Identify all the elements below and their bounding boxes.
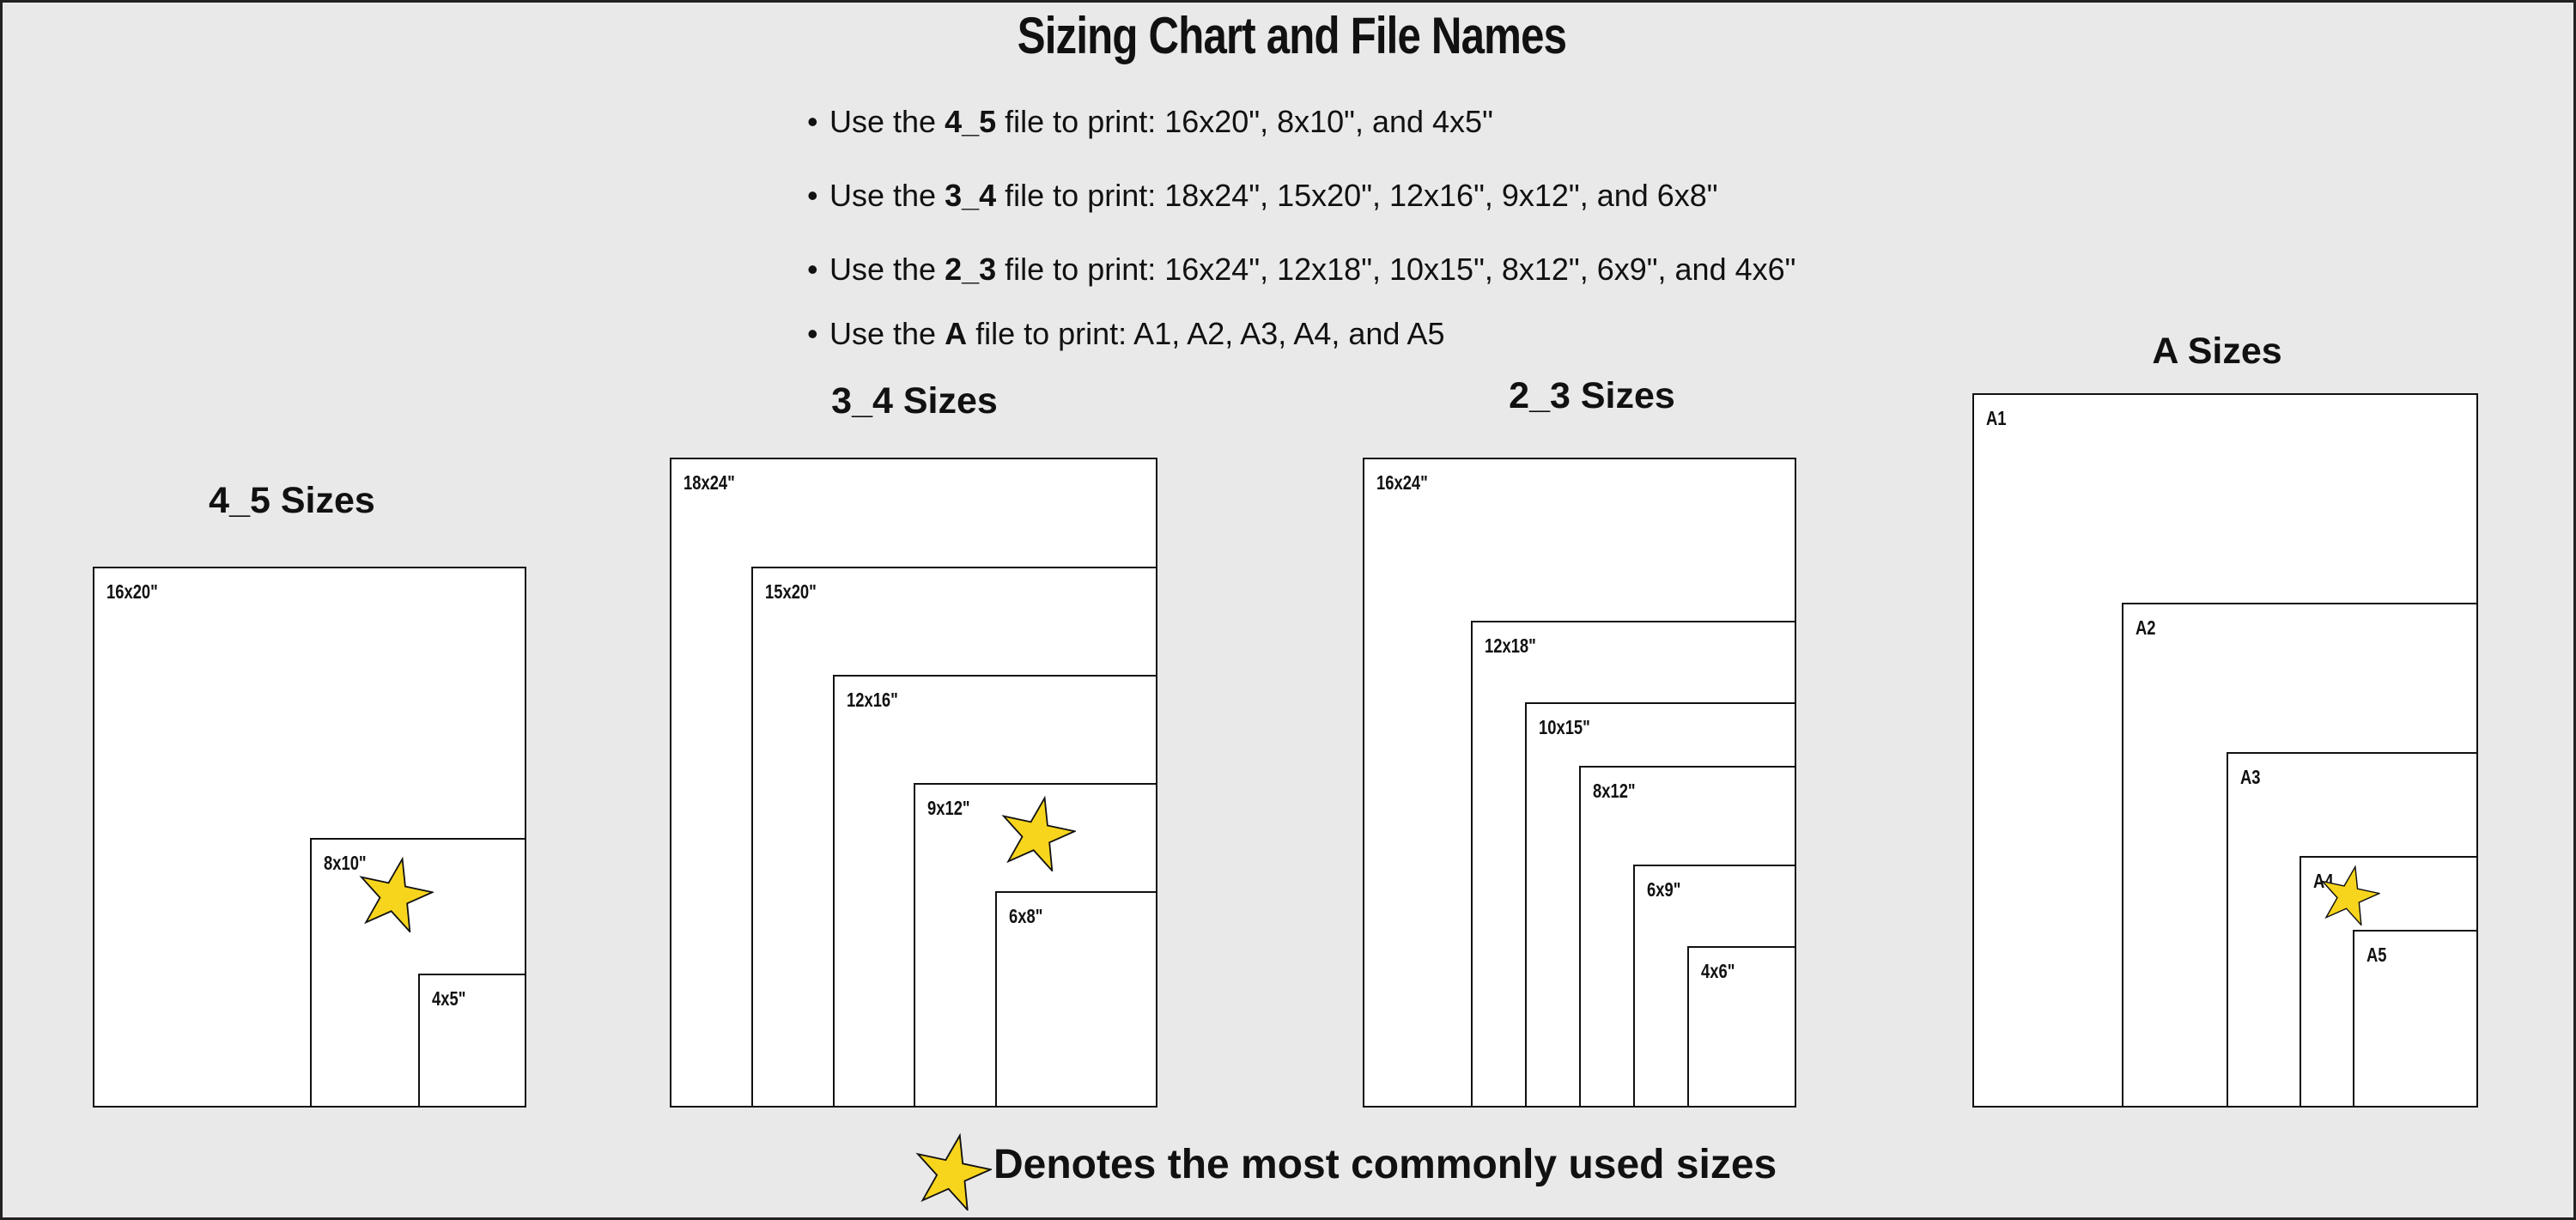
size-box-4x5: 4x5" — [418, 974, 526, 1108]
file-name: 2_3 — [945, 252, 997, 287]
size-box-8x10: 8x10" — [310, 838, 526, 1108]
size-box-16x20: 16x20" — [93, 567, 526, 1108]
size-box-15x20: 15x20" — [751, 567, 1157, 1108]
file-name: A — [945, 316, 968, 351]
size-box-9x12: 9x12" — [914, 783, 1157, 1108]
legend-text: Denotes the most commonly used sizes — [993, 1142, 1777, 1187]
star-icon — [999, 794, 1076, 871]
size-box-a5: A5 — [2353, 930, 2478, 1108]
size-box-12x18: 12x18" — [1471, 621, 1796, 1108]
size-box-a2: A2 — [2122, 603, 2478, 1108]
file-name: 4_5 — [945, 104, 997, 139]
size-box-a3: A3 — [2227, 752, 2478, 1108]
heading-3-4-sizes: 3_4 Sizes — [831, 380, 998, 422]
instruction-3-4: • Use the 3_4 file to print: 18x24", 15x20", 12x16", 9x12", and 6x8" — [807, 178, 1718, 213]
size-box-4x6: 4x6" — [1687, 946, 1796, 1108]
size-box-a4: A4 — [2300, 856, 2478, 1108]
file-name: 3_4 — [945, 178, 997, 213]
instruction-4-5: • Use the 4_5 file to print: 16x20", 8x10", and 4x5" — [807, 104, 1493, 139]
size-box-6x9: 6x9" — [1633, 865, 1796, 1108]
instruction-2-3: • Use the 2_3 file to print: 16x24", 12x18", 10x15", 8x12", 6x9", and 4x6" — [807, 252, 1796, 287]
size-box-a1: A1 — [1972, 393, 2478, 1108]
size-box-18x24: 18x24" — [670, 458, 1157, 1108]
heading-4-5-sizes: 4_5 Sizes — [209, 480, 375, 521]
heading-2-3-sizes: 2_3 Sizes — [1509, 375, 1675, 416]
size-box-12x16: 12x16" — [833, 675, 1157, 1108]
size-box-6x8: 6x8" — [995, 891, 1157, 1108]
size-box-10x15: 10x15" — [1525, 702, 1796, 1108]
page-title: Sizing Chart and File Names — [1017, 7, 1567, 64]
size-box-16x24: 16x24" — [1363, 458, 1796, 1108]
size-box-8x12: 8x12" — [1579, 766, 1796, 1108]
star-icon — [356, 855, 434, 932]
instruction-a: • Use the A file to print: A1, A2, A3, A4, and A5 — [807, 316, 1445, 351]
legend-star-icon — [913, 1132, 992, 1211]
heading-a-sizes: A Sizes — [2152, 331, 2282, 372]
star-icon — [2318, 864, 2380, 926]
